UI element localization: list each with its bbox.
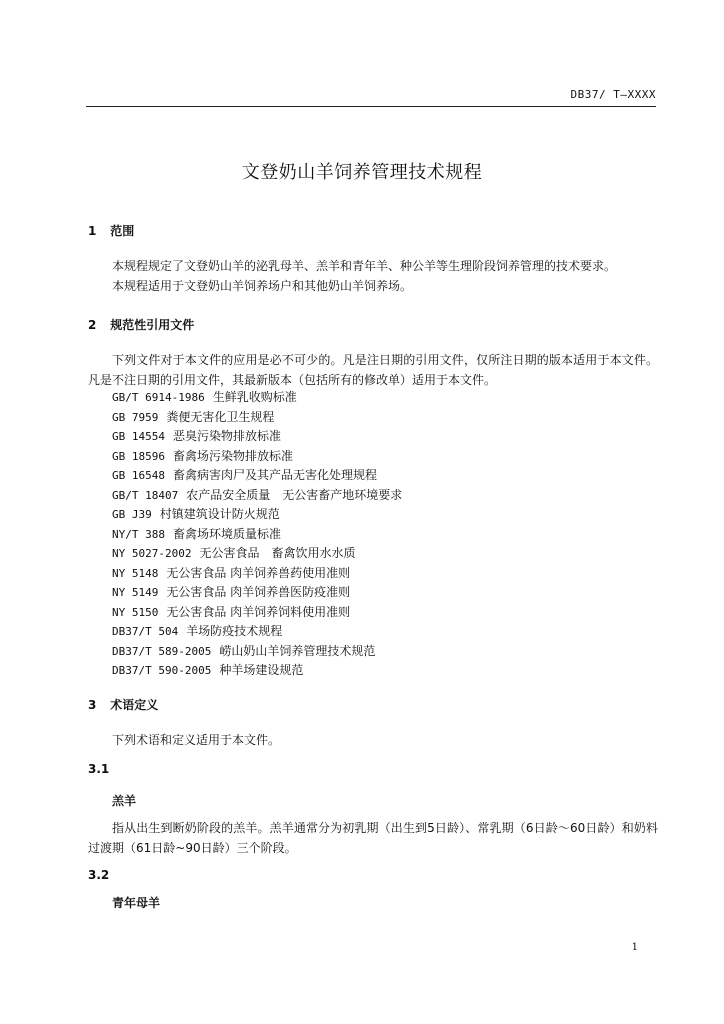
clause-3-1-definition: 指从出生到断奶阶段的羔羊。羔羊通常分为初乳期（出生到5日龄）、常乳期（6日龄～60日龄）和奶料过渡期（61日龄~90日龄）三个阶段。 [88,821,658,855]
reference-title: 农产品安全质量 无公害畜产地环境要求 [186,487,403,502]
section-3-intro: 下列术语和定义适用于本文件。 [112,733,281,747]
reference-title: 无公害食品 肉羊饲养兽药使用准则 [166,565,351,580]
reference-item [112,544,402,564]
clause-3-1-number: 3.1 [88,762,110,776]
clause-3-2-term: 青年母羊 [112,896,161,910]
section-2-title: 规范性引用文件 [110,318,195,332]
reference-code: GB/T 6914-1986 [112,391,205,404]
reference-code: DB37/T 590-2005 [112,664,212,677]
document-title: 文登奶山羊饲养管理技术规程 [241,162,483,183]
reference-code: GB 14554 [112,430,165,443]
section-3-title: 术语定义 [110,698,159,712]
reference-item [112,427,402,447]
reference-code: GB 7959 [112,410,159,424]
reference-title: 生鲜乳收购标准 [212,390,297,404]
reference-item [112,486,402,506]
reference-code: GB/T 18407 [112,488,179,502]
reference-title: 村镇建筑设计防火规范 [159,507,280,521]
reference-code: GB 18596 [112,449,165,463]
clause-3-1-term: 羔羊 [112,794,137,808]
reference-title: 无公害食品 肉羊饲养兽医防疫准则 [166,585,351,599]
reference-code: NY 5148 [112,566,159,580]
reference-title: 畜禽场环境质量标准 [172,526,281,541]
reference-code: GB 16548 [112,469,165,482]
section-3-number: 3 [88,698,97,712]
normative-references-list [112,388,402,681]
reference-code: NY 5150 [112,605,159,619]
reference-title: 畜禽场污染物排放标准 [172,448,293,463]
reference-title: 粪便无害化卫生规程 [166,409,275,424]
header-rule [86,106,656,107]
reference-item [112,583,402,603]
section-1-title: 范围 [110,224,135,238]
reference-code: DB37/T 504 [112,625,179,638]
section-1-paragraph-1: 本规程规定了文登奶山羊的泌乳母羊、羔羊和青年羊、种公羊等生理阶段饲养管理的技术要求。 [112,259,617,273]
reference-title: 羊场防疫技术规程 [186,624,283,638]
reference-item [112,603,402,623]
reference-item [112,388,402,408]
reference-item [112,622,402,642]
reference-item [112,642,402,662]
section-1-heading [88,222,134,239]
section-2-intro: 下列文件对于本文件的应用是必不可少的。凡是注日期的引用文件，仅所注日期的版本适用于本文件。凡是不注日期的引用文件，其最新版本（包括所有的修改单）适用于本文件。 [88,353,658,387]
reference-title: 恶臭污染物排放标准 [172,429,281,443]
section-2-number: 2 [88,318,97,332]
reference-code: NY 5149 [112,586,159,599]
document-code: DB37/ T—XXXX [570,88,656,101]
reference-item [112,447,402,467]
page-number: 1 [631,942,638,953]
reference-item [112,525,402,545]
clause-3-2-number: 3.2 [88,868,110,882]
reference-title: 无公害食品 畜禽饮用水水质 [199,546,356,560]
section-1-paragraph-2: 本规程适用于文登奶山羊饲养场户和其他奶山羊饲养场。 [112,279,413,293]
reference-title: 种羊场建设规范 [219,663,304,677]
reference-item [112,564,402,584]
reference-code: DB37/T 589-2005 [112,644,212,658]
reference-item [112,408,402,428]
reference-code: NY 5027-2002 [112,547,192,560]
reference-item [112,466,402,486]
reference-item [112,661,402,681]
reference-item [112,505,402,525]
reference-title: 畜禽病害肉尸及其产品无害化处理规程 [172,468,377,482]
reference-code: GB J39 [112,508,152,521]
section-1-number: 1 [88,224,97,238]
section-3-heading [88,696,158,713]
reference-title: 崂山奶山羊饲养管理技术规范 [219,643,376,658]
reference-code: NY/T 388 [112,527,165,541]
reference-title: 无公害食品 肉羊饲养饲料使用准则 [166,604,351,619]
section-2-heading [88,316,194,333]
